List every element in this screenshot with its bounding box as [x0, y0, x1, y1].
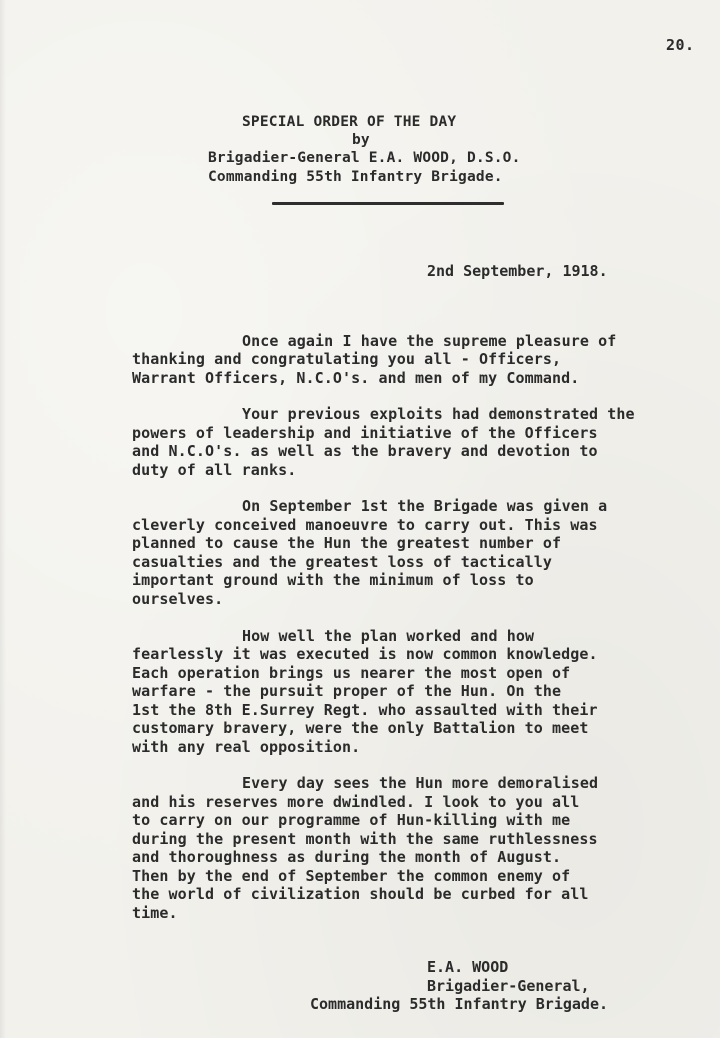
- paragraph-4-line-7: with any real opposition.: [132, 738, 361, 756]
- signature-command: Commanding 55th Infantry Brigade.: [310, 995, 609, 1013]
- paragraph-3-line-4: casualties and the greatest loss of tactically: [132, 553, 553, 571]
- paragraph-5-line-4: during the present month with the same ruthlessness: [132, 830, 598, 848]
- paragraph-3-line-3: planned to cause the Hun the greatest number of: [132, 534, 562, 552]
- paragraph-2-line-2: powers of leadership and initiative of the Officers: [132, 424, 598, 442]
- page-edge-shadow: [0, 0, 6, 1038]
- paragraph-5-line-5: and thoroughness as during the month of August.: [132, 848, 562, 866]
- order-author: Brigadier-General E.A. WOOD, D.S.O.: [208, 150, 521, 166]
- title-underline: [272, 202, 504, 205]
- paragraph-1-line-1: Once again I have the supreme pleasure of: [242, 332, 617, 350]
- paragraph-3-line-2: cleverly conceived manoeuvre to carry out. This was: [132, 516, 598, 534]
- paragraph-4-line-4: warfare - the pursuit proper of the Hun. On the: [132, 682, 562, 700]
- paragraph-4-line-5: 1st the 8th E.Surrey Regt. who assaulted with their: [132, 701, 598, 719]
- paragraph-1-line-2: thanking and congratulating you all - Officers,: [132, 350, 562, 368]
- paragraph-3-line-5: important ground with the minimum of loss to: [132, 571, 534, 589]
- order-command: Commanding 55th Infantry Brigade.: [208, 169, 503, 185]
- order-date: 2nd September, 1918.: [427, 262, 608, 280]
- paragraph-5-line-8: time.: [132, 904, 178, 922]
- paragraph-4-line-6: customary bravery, were the only Battalion to meet: [132, 719, 589, 737]
- paragraph-5-line-6: Then by the end of September the common enemy of: [132, 867, 571, 885]
- signature-rank: Brigadier-General,: [427, 977, 590, 995]
- order-by: by: [352, 132, 370, 148]
- paragraph-4-line-2: fearlessly it was executed is now common knowledge.: [132, 645, 598, 663]
- order-title: SPECIAL ORDER OF THE DAY: [242, 114, 457, 130]
- paragraph-4-line-1: How well the plan worked and how: [242, 627, 535, 645]
- page-number: 20.: [666, 36, 695, 54]
- paragraph-3-line-6: ourselves.: [132, 590, 224, 608]
- paragraph-3-line-1: On September 1st the Brigade was given a: [242, 497, 608, 515]
- paragraph-2-line-4: duty of all ranks.: [132, 461, 297, 479]
- paragraph-2-line-1: Your previous exploits had demonstrated the: [242, 405, 635, 423]
- paragraph-5-line-2: and his reserves more dwindled. I look to you all: [132, 793, 580, 811]
- paragraph-5-line-1: Every day sees the Hun more demoralised: [242, 774, 599, 792]
- signature-name: E.A. WOOD: [427, 958, 509, 976]
- paragraph-4-line-3: Each operation brings us nearer the most open of: [132, 664, 571, 682]
- paragraph-5-line-7: the world of civilization should be curbed for all: [132, 885, 589, 903]
- paragraph-5-line-3: to carry on our programme of Hun-killing with me: [132, 811, 571, 829]
- paragraph-1-line-3: Warrant Officers, N.C.O's. and men of my Command.: [132, 369, 580, 387]
- paragraph-2-line-3: and N.C.O's. as well as the bravery and devotion to: [132, 442, 598, 460]
